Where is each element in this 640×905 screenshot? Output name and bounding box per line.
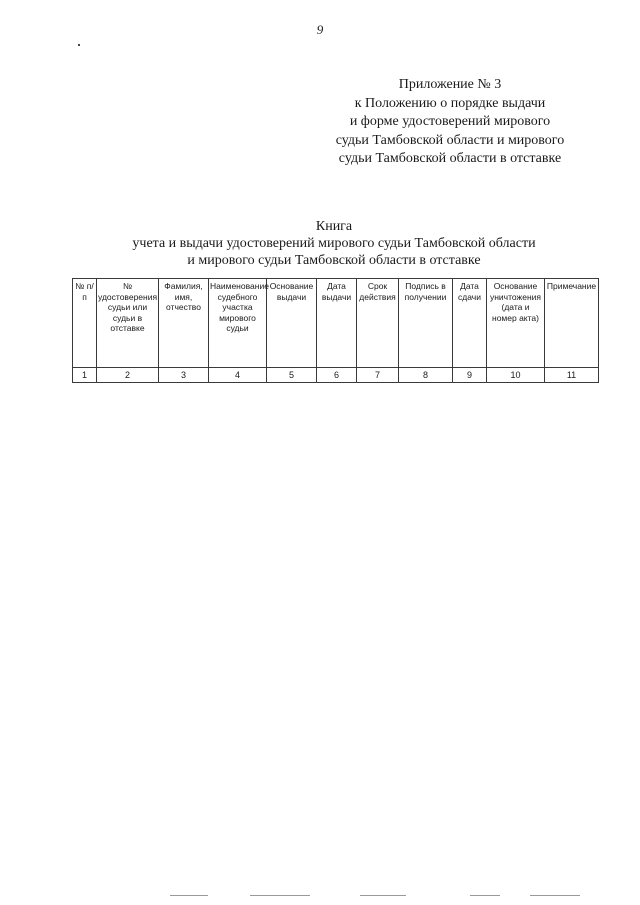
table-number-row: [73, 368, 599, 383]
column-header: Наименование судебного участка мирового судьи: [209, 279, 267, 368]
column-number: 1: [73, 368, 97, 383]
register-table: [72, 278, 599, 383]
column-header: № удостоверения судьи или судьи в отставке: [97, 279, 159, 368]
book-title-line: учета и выдачи удостоверений мирового судьи Тамбовской области: [132, 236, 536, 251]
appendix-line: к Положению о порядке выдачи: [354, 95, 546, 111]
column-number: 9: [453, 368, 487, 383]
scan-mark: [470, 895, 500, 896]
column-number: 6: [317, 368, 357, 383]
column-number: 11: [545, 368, 599, 383]
scan-speck: [78, 44, 80, 46]
column-header: Подпись в получении: [399, 279, 453, 368]
column-number: 7: [357, 368, 399, 383]
page-number: 9: [316, 22, 324, 37]
scan-mark: [360, 895, 406, 896]
appendix-line: Приложение № 3: [398, 77, 502, 92]
column-header: Срок действия: [357, 279, 399, 368]
column-number: 4: [209, 368, 267, 383]
appendix-line: судьи Тамбовской области и мирового: [335, 132, 565, 148]
column-header: Фамилия, имя, отчество: [159, 279, 209, 368]
scan-mark: [250, 895, 310, 896]
column-header: Основание выдачи: [267, 279, 317, 368]
table-header-row: [73, 279, 599, 368]
column-number: 5: [267, 368, 317, 383]
scan-footer-marks: [170, 895, 600, 897]
column-header: Основание уничтожения (дата и номер акта): [487, 279, 545, 368]
appendix-block: [300, 76, 600, 169]
column-header: Дата выдачи: [317, 279, 357, 368]
appendix-line: и форме удостоверений мирового: [349, 114, 551, 129]
scan-mark: [170, 895, 208, 896]
book-title-line: Книга: [315, 219, 353, 234]
column-number: 3: [159, 368, 209, 383]
column-number: 8: [399, 368, 453, 383]
book-title-line: и мирового судьи Тамбовской области в отставке: [187, 253, 481, 268]
scan-mark: [530, 895, 580, 896]
column-header: Примечание: [545, 279, 599, 368]
column-header: № п/п: [73, 279, 97, 368]
book-title: [60, 218, 608, 269]
column-number: 10: [487, 368, 545, 383]
column-number: 2: [97, 368, 159, 383]
appendix-line: судьи Тамбовской области в отставке: [338, 151, 562, 166]
column-header: Дата сдачи: [453, 279, 487, 368]
